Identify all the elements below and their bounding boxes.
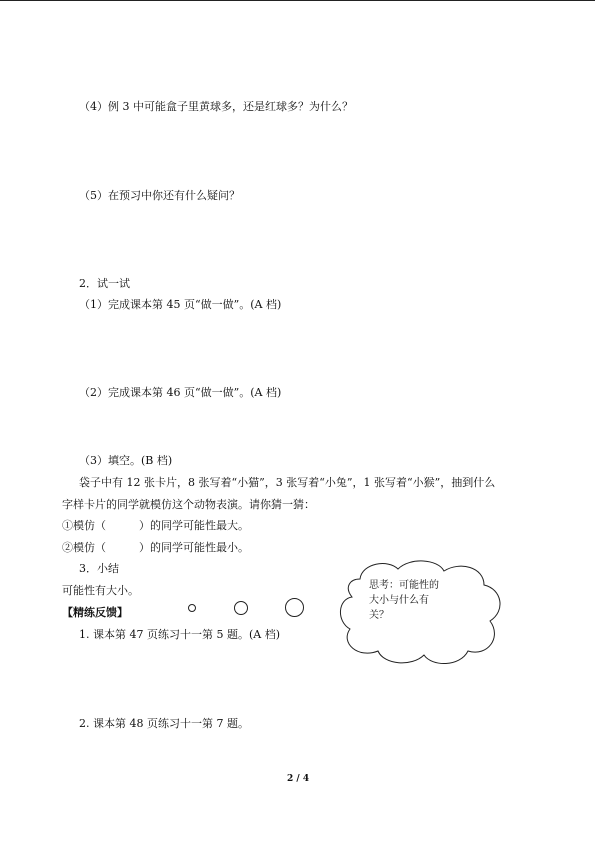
cloud-text-line-1: 思考：可能性的 [369,580,439,591]
exercise-2-2: （2）完成课本第 46 页“做一做”。(A 档) [79,386,282,399]
exercise-2-3: （3）填空。(B 档) [79,454,173,467]
cloud-text-line-2: 大小与什么有 [369,595,429,606]
section-2-title: 2．试一试 [79,277,130,290]
thought-cloud-shape [338,557,508,669]
page-top-border [0,0,595,1]
feedback-heading: 【精练反馈】 [62,606,128,619]
fill-blank-least-likely: ②模仿（ ）的同学可能性最小。 [62,541,249,554]
page-number: 2 / 4 [287,774,310,784]
fill-blank-most-likely: ①模仿（ ）的同学可能性最大。 [62,519,249,532]
small-circle-icon [188,604,196,612]
feedback-item-2: 2. 课本第 48 页练习十一第 7 题。 [79,717,249,730]
cloud-text-line-3: 关？ [369,610,389,621]
medium-circle-icon [234,601,248,615]
card-problem-line-1: 袋子中有 12 张卡片，8 张写着“小猫”，3 张写着“小兔”，1 张写着“小猴”，抽到什么 [79,476,496,489]
question-5: （5）在预习中你还有什么疑问？ [79,189,240,202]
feedback-item-1: 1. 课本第 47 页练习十一第 5 题。(A 档) [79,628,280,641]
summary-text: 可能性有大小。 [62,584,139,597]
card-problem-line-2: 字样卡片的同学就模仿这个动物表演。请你猜一猜： [62,498,315,511]
section-3-title: 3．小结 [79,562,119,575]
question-4: （4）例 3 中可能盒子里黄球多，还是红球多？为什么？ [79,100,353,113]
thought-cloud [338,557,508,672]
large-circle-icon [285,598,304,617]
exercise-2-1: （1）完成课本第 45 页“做一做”。(A 档) [79,298,282,311]
